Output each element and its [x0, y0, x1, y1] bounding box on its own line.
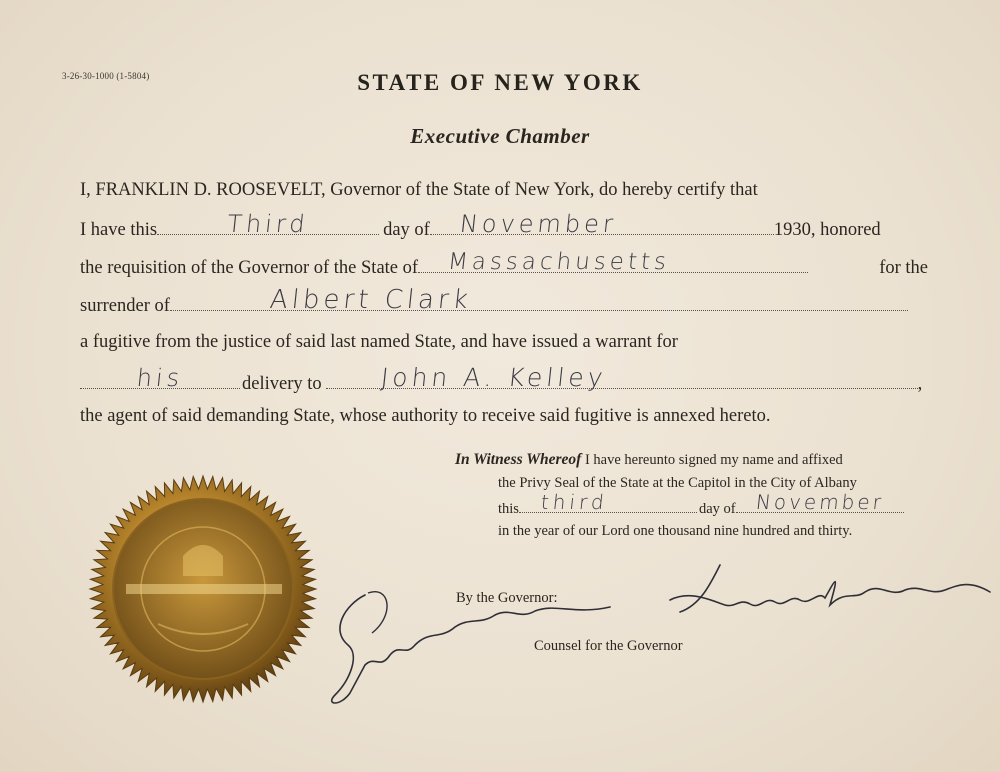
handwritten-month: November [458, 210, 619, 238]
state-field [418, 249, 808, 275]
witness-line-4 [498, 522, 943, 540]
handwritten-agent-name: John A. Kelley [379, 363, 608, 392]
witness-month-field [736, 490, 904, 514]
witness-line-3 [498, 490, 943, 518]
month-field [430, 210, 774, 238]
form-number: 3-26-30-1000 (1-5804) [62, 71, 150, 81]
governor-signature [640, 560, 1000, 640]
certification-intro: I, FRANKLIN D. ROOSEVELT, Governor of the State of New York, do hereby certify that [80, 180, 758, 200]
witness-line-1 [455, 451, 900, 469]
day-of-label: day of [383, 220, 430, 240]
for-the-label: for the [879, 258, 928, 278]
certification-line-7 [80, 404, 928, 428]
agent-text: the agent of said demanding State, whose authority to receive said fugitive is annexed hereto. [80, 406, 771, 426]
fugitive-name-field [170, 285, 908, 315]
year-label: 1930, honored [773, 220, 881, 240]
fugitive-text: a fugitive from the justice of said last named State, and have issued a warrant for [80, 332, 678, 352]
certification-line-6 [80, 363, 928, 396]
day-field [157, 210, 379, 238]
witness-day-field [519, 490, 697, 514]
certification-line-1 [80, 178, 928, 202]
certification-line-3 [80, 249, 928, 280]
pronoun-field [80, 364, 240, 392]
handwritten-pronoun: his [135, 364, 185, 392]
delivery-to-label: delivery to [242, 374, 322, 394]
i-have-this-label: I have this [80, 220, 158, 240]
witness-day-of-label: day of [698, 501, 736, 517]
document-subtitle: Executive Chamber [410, 124, 590, 148]
agent-name-field [326, 363, 918, 392]
handwritten-witness-day: third [539, 490, 609, 514]
handwritten-state: Massachusetts [446, 249, 672, 275]
certification-line-4 [80, 285, 928, 318]
requisition-label: the requisition of the Governor of the State of [80, 258, 419, 278]
witness-line-1-rest: I have hereunto signed my name and affixed [584, 452, 843, 468]
handwritten-witness-month: November [754, 490, 885, 514]
by-the-governor-label: By the Governor: [456, 590, 558, 606]
counsel-title: Counsel for the Governor [534, 638, 683, 654]
counsel-signature [320, 585, 660, 715]
in-witness-whereof: In Witness Whereof [455, 451, 582, 468]
witness-this-label: this [498, 501, 519, 517]
certification-line-2 [80, 210, 928, 242]
witness-seal-text: the Privy Seal of the State at the Capitol in the City of Albany [498, 475, 857, 491]
handwritten-fugitive-name: Albert Clark [268, 285, 474, 315]
trailing-comma: , [917, 374, 923, 394]
gold-seal [88, 474, 318, 704]
certification-line-5 [80, 330, 928, 354]
surrender-of-label: surrender of [80, 296, 170, 316]
witness-year-text: in the year of our Lord one thousand nine hundred and thirty. [498, 523, 853, 539]
document-title: STATE OF NEW YORK [357, 70, 643, 95]
handwritten-day: Third [225, 210, 311, 238]
